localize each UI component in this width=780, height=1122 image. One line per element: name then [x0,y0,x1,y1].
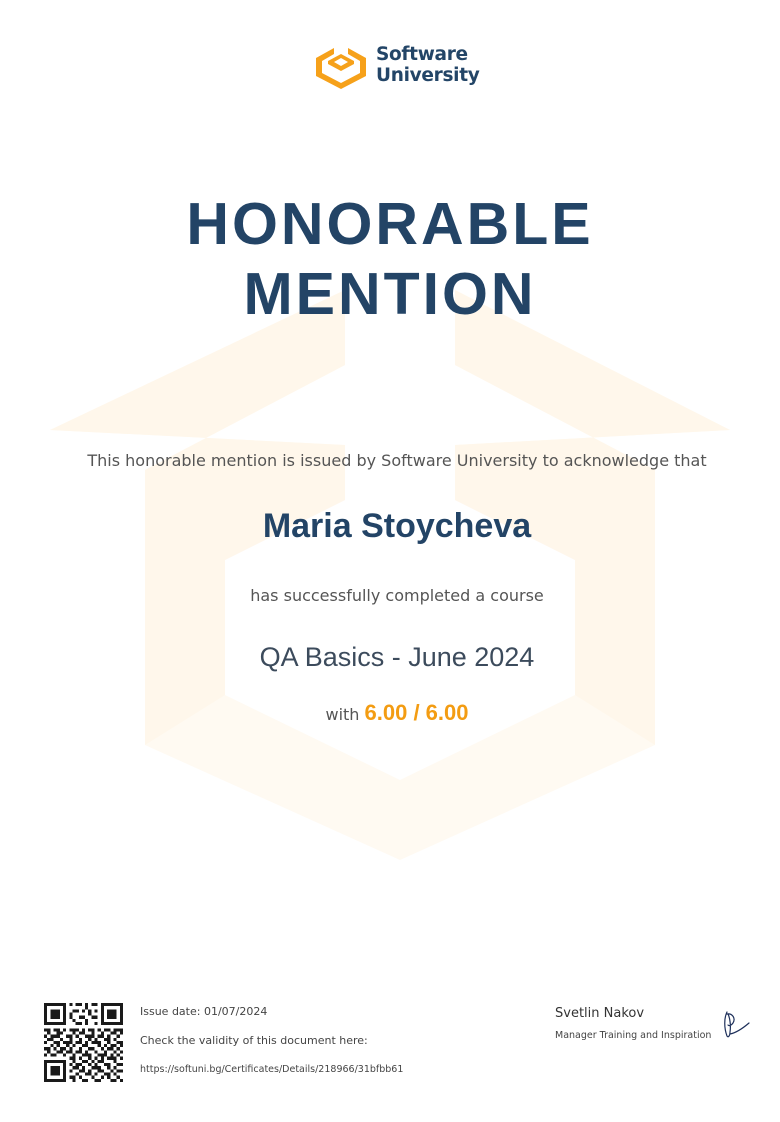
brand-name-line2: University [376,65,480,86]
signer-title: Manager Training and Inspiration [555,1030,712,1041]
signature-icon [718,1008,754,1040]
signer-name: Svetlin Nakov [555,1006,645,1021]
brand-name [376,44,480,86]
recipient-name: Maria Stoycheva [262,507,532,545]
softuni-logo-icon [314,44,368,90]
brand-name-line1: Software [376,44,468,65]
brand-logo [314,42,489,92]
grade-prefix: with [325,705,360,724]
qr-code-icon[interactable] [44,1003,123,1082]
validation-link[interactable]: https://softuni.bg/Certificates/Details/218966/31bfbb61 [140,1064,404,1075]
completion-text: has successfully completed a course [250,586,544,605]
certificate-intro: This honorable mention is issued by Software University to acknowledge that [87,451,707,470]
grade-value: 6.00 / 6.00 [364,700,469,725]
certificate-title-line2: MENTION [243,261,537,327]
grade-line [0,700,780,726]
issue-date: Issue date: 01/07/2024 [140,1005,268,1018]
validity-text: Check the validity of this document here: [140,1034,368,1047]
certificate-title-line1: HONORABLE [186,191,594,257]
course-name: QA Basics - June 2024 [259,642,535,672]
